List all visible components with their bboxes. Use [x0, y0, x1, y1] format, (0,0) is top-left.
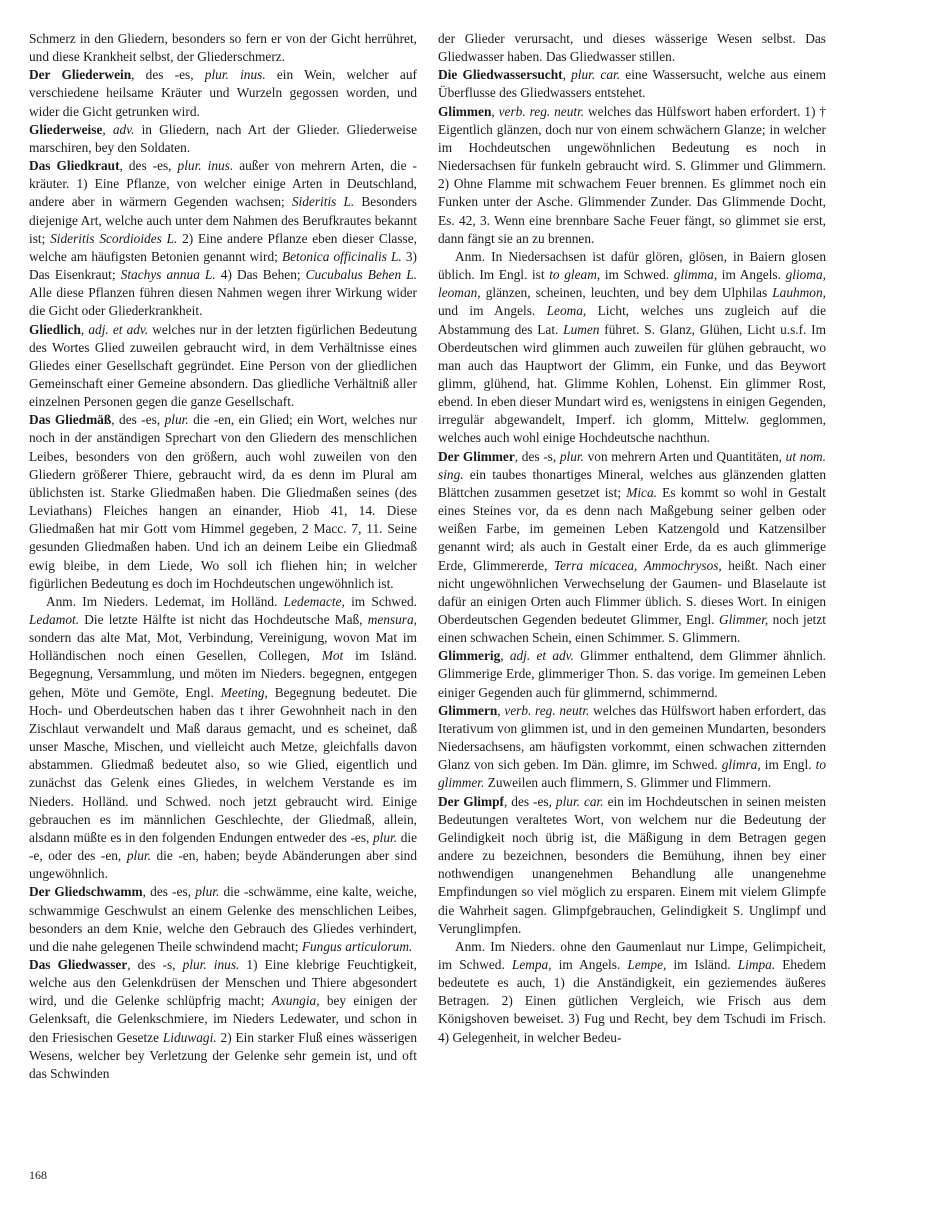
headword: Glimmern	[438, 702, 498, 718]
text-run: welches das Hülfswort haben erfordert, das Iterativum von glimmen ist, und in den gemeinen Mundarten, besonders Niedersachsens, am häufigsten vorkommt, einen schwachen zitternden Glanz von sich geben. Im Dän. glimre, im Schwed.	[438, 702, 827, 773]
italic-term: plur.	[195, 884, 220, 900]
text-run: , des -es,	[111, 412, 165, 428]
text-run: im Engl.	[760, 757, 816, 773]
italic-term: plur.	[164, 412, 189, 428]
text-run: ein im Hochdeutschen in seinen meisten Bedeutungen veraltetes Wort, von welchem nur die Bedeutung der Gelindigkeit noch übrig ist, die Mäßigung in dem Betragen gegen andere zu bezeichnen, besonders die Bemühung, ihnen bey einer nothwendigen unangenehmen Behandlung alle unangenehme Empfindungen so viel möglich zu ersparen. Einem mit vielem Glimpfe die Wahrheit sagen. Glimpfgebrauchen, Gelindigkeit S. Unglimpf und Verunglimpfen.	[438, 793, 826, 936]
left-column	[29, 30, 417, 1083]
dictionary-entry	[29, 121, 417, 157]
dictionary-entry	[438, 647, 826, 701]
text-run: im Angels.	[717, 267, 786, 283]
text-run: 2) Ein starker Fluß eines wässerigen Wesens, welcher bey Verletzung der Gelenke sehr gemein ist, und oft das Schwinden	[29, 1029, 418, 1081]
text-run: und im Angels.	[438, 303, 547, 319]
text-run: eine Wassersucht, welche aus einem Überflusse des Gliedwassers entstehet.	[438, 67, 826, 101]
italic-term: glimma,	[673, 267, 718, 283]
italic-term: plur. inus.	[177, 158, 234, 174]
headword: Der Glimmer	[438, 448, 515, 464]
italic-term: Glimmer,	[718, 612, 769, 627]
italic-term: adj. et adv.	[509, 648, 574, 664]
text-run: ein Wein, welcher auf verschiedene heilsame Kräuter und Wurzeln gegossen worden, und wider die Gicht getrunken wird.	[29, 67, 417, 119]
text-run: heißt. Nach einer nicht ungewöhnlichen Verwechselung der Gaumen- und Blaselaute ist dafür an einigen Orten auch Flimmer üblich. S. dieses Wort. In einigen Oberdeutschen Gegenden bedeutet Glimmer, Engl.	[438, 557, 826, 627]
text-run: im Isländ.	[666, 956, 738, 972]
text-run: glänzen, scheinen, leuchten, und bey dem Ulphilas	[480, 285, 773, 301]
text-run: bey einigen der Gelenksaft, die Gelenkschmiere, im Nieders Ledewater, und schon in den Friesischen Gesetze	[29, 993, 417, 1045]
italic-term: Ledamot.	[29, 612, 80, 627]
dictionary-entry	[438, 793, 826, 938]
text-run: Anm. Im Nieders. Ledemat, im Holländ.	[46, 593, 284, 609]
dictionary-entry	[29, 321, 417, 412]
text-run: von mehrern Arten und Quantitäten,	[583, 448, 786, 464]
italic-term: ut nom. sing.	[438, 448, 827, 482]
text-run: die -en, haben; beyde Abänderungen aber sind ungewöhnlich.	[29, 848, 417, 882]
dictionary-entry	[29, 411, 417, 593]
text-run: Besonders diejenige Art, welche auch unter dem Nahmen des Berufkrautes bekannt ist;	[29, 194, 417, 246]
italic-term: Lauhmon,	[772, 285, 826, 301]
text-run: führet. S. Glanz, Glühen, Licht u.s.f. Im Oberdeutschen wird glimmen auch zuweilen für glühen gebraucht, wo man auch das Hauptwort der Glimm, ein Funke, und das Beywort glimm, glühend, hat. Glimme Kohlen, Lohenst. Ein glimmer Rost, ebend. In eben dieser Mundart wird es, wenigstens in einigen Gegenden, irregulär abgewandelt, Imperf. ich glomm, Mittelw. geglommen, welches auch wohl einige Hochdeutsche nachthun.	[438, 321, 826, 446]
italic-term: Mica.	[626, 484, 657, 500]
italic-term: plur.	[372, 829, 398, 845]
italic-term: Ledemacte,	[283, 593, 345, 609]
continued-paragraph	[29, 30, 417, 66]
text-run: Die letzte Hälfte ist nicht das Hochdeutsche Maß,	[79, 612, 368, 627]
italic-term: Lumen	[563, 321, 600, 337]
italic-term: glimra,	[721, 757, 761, 773]
italic-term: plur.	[126, 848, 151, 864]
italic-term: Fungus articulorum.	[301, 938, 413, 954]
text-run: ,	[102, 121, 113, 137]
text-run: im Isländ. Begegnung, Versammlung, und möten im Nieders. begegnen, entgegen gehen, Möte und Gemöte, Engl.	[29, 648, 417, 700]
text-run: außer von mehrern Arten, die -kräuter. 1) Eine Pflanze, von welcher einige Arten in Deutschland, andere aber in wärmern Gegenden wachsen;	[29, 158, 417, 210]
text-run: Licht, welches uns zugleich auf die Abstammung des Lat.	[438, 303, 827, 337]
italic-term: plur.	[559, 448, 584, 464]
dictionary-entry	[29, 883, 417, 956]
text-run: Anm. In Niedersachsen ist dafür glören, glösen, in Baiern glosen üblich. Im Engl. ist	[438, 248, 826, 283]
text-run: ,	[562, 67, 572, 83]
text-run: die -e, oder des -en,	[29, 829, 418, 864]
right-column	[438, 30, 826, 1047]
text-run: , des -s,	[514, 448, 560, 464]
dictionary-entry	[29, 157, 417, 320]
italic-term: adj. et adv.	[88, 321, 149, 337]
text-run: 3) Das Eisenkraut;	[29, 248, 417, 283]
headword: Glimmerig	[438, 648, 501, 664]
text-run: Glimmer enthaltend, dem Glimmer ähnlich. Glimmerige Erde, glimmeriger Thon. S. das vorige. Im gemeinen Leben einiger Gegenden auch für glimmernd, schimmernd.	[438, 648, 826, 700]
page-number: 168	[29, 1168, 47, 1182]
dictionary-entry	[438, 702, 826, 793]
italic-term: Leoma,	[546, 303, 587, 319]
headword: Die Gliedwassersucht	[438, 67, 563, 83]
text-run: ,	[80, 321, 89, 337]
italic-term: glioma, leoman,	[438, 267, 826, 301]
text-run: Begegnung bedeutet. Die Hoch- und Oberdeutschen haben das t ihrer Gewohnheit nach in den Zischlaut verwandelt und Maß daraus gemacht, und es scheinet, daß unser Masche, Mischen, und vielleicht auch Metze, gleichfalls davon abstammen. Gliedmaß bedeutet also, so wie Glied, eigentlich und zunächst das Gelenk eines Gliedes, in welchem Verstande es im Nieders. Holländ. und Schwed. noch jetzt gebraucht wird. Einige gebrauchen es im männlichen Geschlechte, der Gliedmaß, allein, alsdann müßte es in den folgenden Endungen entweder des -es,	[29, 684, 417, 845]
italic-term: Sideritis L.	[291, 194, 355, 210]
italic-term: plur. inus.	[182, 956, 240, 972]
headword: Der Glimpf	[438, 793, 504, 809]
italic-term: Terra micacea, Ammochrysos,	[553, 557, 722, 573]
italic-term: plur. car.	[555, 793, 604, 809]
italic-term: verb. reg. neutr.	[498, 103, 585, 119]
text-run: in Gliedern, nach Art der Glieder. Gliederweise marschiren, bey den Soldaten.	[29, 121, 417, 155]
dictionary-entry	[29, 66, 417, 120]
italic-term: verb. reg. neutr.	[504, 702, 590, 718]
italic-term: Lempe,	[627, 956, 667, 972]
headword: Das Gliedkraut	[29, 158, 120, 174]
dictionary-entry	[438, 448, 826, 648]
dictionary-entry	[29, 956, 417, 1083]
continued-paragraph	[438, 30, 826, 66]
text-run: die -en, ein Glied; ein Wort, welches nur noch in der anständigen Sprechart von den Gliedern des menschlichen Leibes, besonders von den größern, auch wohl zuweilen von den Gliedern größerer Thiere, gebraucht wird, da es denn im Plural am üblichsten ist. Starke Gliedmaßen haben. Die Gliedmaßen seines (des Leviathans) Fleiches hangen an einander, Hiob 41, 14. Diese Gliedmaßen hat mir Gott vom Himmel gegeben, 2 Macc. 7, 11. Seine gesunden Gliedmaßen haben. Und ich an deinem Leibe ein Gliedmaß ewig bleibe, in dem Liede, Wo soll ich fliehen hin; in welcher figürlichen Bedeutung es doch im Hochdeutschen ungewöhnlich ist.	[29, 412, 417, 591]
dictionary-entry	[438, 66, 826, 102]
headword: Das Gliedmäß	[29, 412, 112, 428]
text-run: sondern das alte Mat, Mot, Verbindung, Vereinigung, wovon Mat im Holländischen noch einen Gesellen, Collegen,	[29, 630, 417, 664]
text-run: , des -es,	[142, 884, 196, 900]
headword: Gliederweise	[29, 121, 103, 137]
text-run: , des -es,	[131, 67, 205, 83]
dictionary-page	[29, 30, 826, 1180]
text-run: im Angels.	[551, 956, 628, 972]
italic-term: Axungia,	[271, 993, 320, 1009]
italic-term: to gleam,	[549, 267, 601, 283]
text-run: , des -es,	[503, 793, 556, 809]
annotation-paragraph	[438, 938, 826, 1047]
italic-term: adv.	[112, 121, 135, 137]
italic-term: Sideritis Scordioides L.	[50, 230, 178, 246]
headword: Gliedlich	[29, 321, 81, 337]
text-run: , des -es,	[119, 158, 178, 174]
annotation-paragraph	[438, 248, 826, 448]
headword: Der Gliedschwamm	[29, 884, 143, 900]
headword: Das Gliedwasser	[29, 956, 128, 972]
text-run: 4) Das Behen;	[215, 267, 306, 283]
text-run: im Schwed.	[600, 267, 674, 283]
italic-term: plur. inus.	[204, 67, 266, 83]
dictionary-entry	[438, 103, 826, 248]
text-run: im Schwed.	[344, 593, 418, 609]
italic-term: Mot	[321, 648, 344, 664]
headword: Glimmen	[438, 103, 492, 119]
italic-term: plur. car.	[571, 67, 621, 83]
italic-term: mensura,	[367, 612, 417, 627]
text-run: der Glieder verursacht, und dieses wässerige Wesen selbst. Das Gliedwasser haben. Das Gliedwasser stillen.	[438, 31, 826, 65]
text-run: Ehedem bedeutete es auch, 1) die Anständigkeit, ein geziemendes äußeres Betragen. 2) Einen gütlichen Vergleich, wie Frisch aus dem Königshoven beweiset. 3) Fug und Recht, bey dem Tschudi im Frisch. 4) Gelegenheit, in welcher Bedeu-	[438, 956, 827, 1045]
text-run: ein taubes thonartiges Mineral, welches aus glänzenden glatten Blättchen zusammen gesetzet ist;	[438, 466, 826, 500]
headword: Der Gliederwein	[29, 67, 132, 83]
text-run: 2) Eine andere Pflanze eben dieser Classe, welche am häufigsten Betonien genannt wird;	[29, 230, 417, 264]
italic-term: Betonica officinalis L.	[281, 248, 402, 264]
text-run: Zuweilen auch flimmern, S. Glimmer und Flimmern.	[484, 775, 772, 791]
text-run: Schmerz in den Gliedern, besonders so fern er von der Gicht herrühret, und diese Krankheit selbst, der Gliederschmerz.	[29, 31, 417, 65]
text-run: Es kommt so wohl in Gestalt eines Steines vor, da es denn nach Maßgebung seiner gelben oder weißen Farbe, im gemeinen Leben Katzengold und Katzensilber genannt wird; als auch in Gestalt einer Erde, da es auch glimmerige Erde, Glimmererde,	[438, 484, 826, 573]
text-run: ,	[500, 648, 510, 664]
annotation-paragraph	[29, 593, 417, 884]
italic-term: Limpa.	[737, 956, 776, 972]
italic-term: Cucubalus Behen L.	[305, 267, 417, 283]
text-run: noch jetzt einen schwachen Schein, einen Schimmer. S. Glimmern.	[438, 612, 827, 646]
text-run: 1) Eine klebrige Feuchtigkeit, welche aus den Gelenkdrüsen der Menschen und Thiere abgesondert wird, und die Gelenke schlüpfrig macht;	[29, 956, 417, 1009]
italic-term: Liduwagi.	[162, 1029, 217, 1045]
italic-term: Lempa,	[511, 956, 552, 972]
italic-term: to glimmer.	[438, 757, 826, 791]
text-run: die -schwämme, eine kalte, weiche, schwammige Geschwulst an einem Gelenke des menschlichen Leibes, besonders an dem Knie, welche den Gebrauch des Gliedes verhindert, und die nahe gelegenen Theile schwindend macht;	[29, 884, 417, 954]
text-run: ,	[491, 103, 499, 119]
italic-term: Stachys annua L.	[120, 267, 216, 283]
text-run: ,	[497, 702, 505, 718]
italic-term: Meeting,	[220, 684, 268, 700]
text-run: welches nur in der letzten figürlichen Bedeutung des Wortes Glied zuweilen gebraucht wird, in dem Verhältnisse eines Gliedes einer Gesellschaft gegründet. Eine Person von der gliedlichen Gemeinschaft einer Gemeine absondern. Das gliedliche Verhältniß aller einzelnen Personen gegen die ganze Gesellschaft.	[29, 321, 417, 410]
text-run: , des -s,	[127, 956, 183, 972]
text-run: Alle diese Pflanzen führen diesen Nahmen wegen ihrer Wirkung wider die Gicht oder Gliederkrankheit.	[29, 285, 417, 319]
text-run: welches das Hülfswort haben erfordert. 1) † Eigentlich glänzen, doch nur von einem schwächern Glanze; in welcher im Hochdeutschen ungewöhnlichen Bedeutung es noch in Niedersachsen für funkeln gebraucht wird. S. Glimmer und Glimmern. 2) Ohne Flamme mit schwachem Feuer brennen. Es glimmet noch ein Funken unter der Asche. Glimmender Zunder. Das Glimmende Docht, Es. 42, 3. Wenn eine brennbare Sache Feuer fängt, so glimmet sie erst, dann fängt sie an zu brennen.	[438, 103, 827, 246]
text-run: Anm. Im Nieders. ohne den Gaumenlaut nur Limpe, Gelimpicheit, im Schwed.	[438, 938, 826, 972]
